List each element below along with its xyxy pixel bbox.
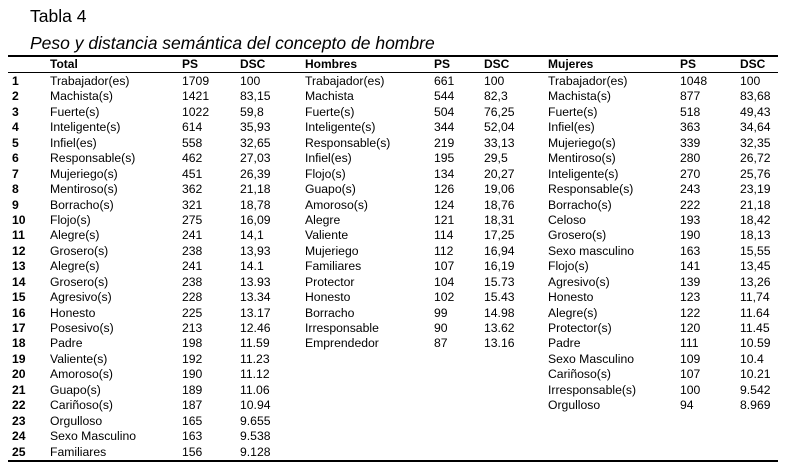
ps-total-cell: 451 [182, 166, 203, 181]
dsc-mujeres-cell: 23,19 [740, 182, 771, 197]
ps-total-cell: 156 [182, 444, 203, 459]
dsc-hombres-cell: 52,04 [484, 120, 515, 135]
dsc-total-cell: 11.06 [240, 382, 270, 397]
ps-hombres-cell: 544 [434, 89, 455, 104]
term-mujeres-cell: Responsable(s) [548, 182, 634, 197]
header-rule [8, 72, 778, 73]
dsc-mujeres-cell: 18,13 [740, 228, 771, 243]
ps-mujeres-cell: 94 [680, 398, 694, 413]
dsc-total-cell: 13.93 [240, 274, 271, 289]
dsc-mujeres-cell: 100 [740, 74, 761, 88]
dsc-total-cell: 26,39 [240, 166, 271, 181]
dsc-mujeres-cell: 49,43 [740, 104, 771, 119]
ps-total-cell: 558 [182, 135, 203, 150]
row-number: 8 [12, 182, 19, 197]
dsc-total-cell: 16,09 [240, 212, 271, 227]
ps-total-cell: 1022 [182, 104, 210, 119]
term-hombres-cell: Valiente [305, 228, 349, 243]
ps-total-cell: 462 [182, 151, 203, 166]
ps-hombres-cell: 112 [434, 243, 454, 258]
table-row [0, 336, 785, 351]
ps-total-cell: 187 [182, 398, 203, 413]
dsc-total-cell: 59,8 [240, 104, 264, 119]
term-mujeres-cell: Fuerte(s) [548, 104, 598, 119]
term-total-cell: Cariñoso(s) [50, 398, 113, 413]
row-number: 3 [12, 104, 19, 119]
term-hombres-cell: Emprendedor [305, 336, 379, 351]
row-number: 12 [12, 243, 26, 258]
table-row [0, 213, 785, 228]
term-total-cell: Posesivo(s) [50, 321, 114, 335]
ps-total-cell: 362 [182, 182, 203, 197]
term-hombres-cell: Borracho [305, 305, 355, 320]
term-total-cell: Mujeriego(s) [50, 166, 118, 181]
ps-hombres-cell: 99 [434, 305, 448, 320]
term-total-cell: Sexo Masculino [50, 429, 137, 444]
row-number: 19 [12, 351, 26, 366]
ps-hombres-cell: 90 [434, 321, 448, 335]
table-row [0, 167, 785, 182]
dsc-total-cell: 13.34 [240, 290, 271, 305]
ps-mujeres-cell: 111 [680, 336, 699, 351]
table-row [0, 414, 785, 429]
ps-total-cell: 238 [182, 243, 203, 258]
table-row [0, 136, 785, 151]
term-total-cell: Amoroso(s) [50, 367, 113, 382]
ps-total-cell: 1709 [182, 74, 210, 88]
term-total-cell: Borracho(s) [50, 197, 114, 212]
ps-mujeres-cell: 193 [680, 212, 701, 227]
ps-total-cell: 163 [182, 429, 203, 444]
ps-mujeres-cell: 877 [680, 89, 701, 104]
dsc-mujeres-cell: 25,76 [740, 166, 771, 181]
ps-total-cell: 165 [182, 413, 203, 428]
ps-hombres-cell: 107 [434, 259, 455, 274]
table-row [0, 429, 785, 444]
table-row [0, 321, 785, 336]
term-mujeres-cell: Alegre(s) [548, 305, 598, 320]
dsc-mujeres-cell: 83,68 [740, 89, 771, 104]
ps-hombres-cell: 134 [434, 166, 455, 181]
row-number: 25 [12, 444, 26, 459]
dsc-mujeres-cell: 32,35 [740, 135, 771, 150]
term-hombres-cell: Honesto [305, 290, 351, 305]
ps-hombres-cell: 661 [434, 74, 455, 88]
term-total-cell: Padre [50, 336, 83, 351]
table-row [0, 352, 785, 367]
term-mujeres-cell: Honesto [548, 290, 594, 305]
term-hombres-cell: Mujeriego [305, 243, 359, 258]
dsc-hombres-cell: 15.43 [484, 290, 515, 305]
term-total-cell: Flojo(s) [50, 212, 91, 227]
term-total-cell: Inteligente(s) [50, 120, 121, 135]
term-mujeres-cell: Grosero(s) [548, 228, 607, 243]
dsc-mujeres-cell: 18,42 [740, 212, 771, 227]
term-mujeres-cell: Sexo Masculino [548, 351, 635, 366]
dsc-mujeres-cell: 11,74 [740, 290, 770, 305]
term-total-cell: Responsable(s) [50, 151, 136, 166]
term-hombres-cell: Guapo(s) [305, 182, 356, 197]
dsc-total-cell: 14,1 [240, 228, 264, 243]
dsc-hombres-cell: 16,19 [484, 259, 515, 274]
table-body [0, 74, 785, 460]
ps-mujeres-cell: 109 [680, 351, 701, 366]
ps-mujeres-cell: 243 [680, 182, 701, 197]
dsc-hombres-cell: 13.62 [484, 321, 515, 335]
dsc-total-cell: 11.12 [240, 367, 270, 382]
table-row [0, 445, 785, 460]
ps-total-cell: 225 [182, 305, 203, 320]
row-number: 22 [12, 398, 26, 413]
ps-total-cell: 228 [182, 290, 203, 305]
row-number: 10 [12, 212, 26, 227]
dsc-mujeres-cell: 26,72 [740, 151, 771, 166]
ps-total-cell: 189 [182, 382, 203, 397]
ps-hombres-cell: 124 [434, 197, 455, 212]
row-number: 16 [12, 305, 26, 320]
term-mujeres-cell: Irresponsable(s) [548, 382, 637, 397]
term-total-cell: Guapo(s) [50, 382, 101, 397]
ps-hombres-cell: 104 [434, 274, 455, 289]
dsc-hombres-cell: 82,3 [484, 89, 508, 104]
ps-mujeres-cell: 270 [680, 166, 701, 181]
term-mujeres-cell: Mentiroso(s) [548, 151, 616, 166]
row-number: 18 [12, 336, 26, 351]
ps-mujeres-cell: 190 [680, 228, 701, 243]
dsc-hombres-cell: 100 [484, 74, 505, 88]
dsc-total-cell: 14.1 [240, 259, 264, 274]
ps-total-cell: 1421 [182, 89, 210, 104]
header-dsc-hombres: DSC [484, 57, 510, 71]
ps-total-cell: 321 [182, 197, 203, 212]
row-number: 4 [12, 120, 19, 135]
table-row [0, 383, 785, 398]
term-hombres-cell: Flojo(s) [305, 166, 346, 181]
row-number: 20 [12, 367, 26, 382]
table-row [0, 244, 785, 259]
dsc-hombres-cell: 15.73 [484, 274, 515, 289]
term-hombres-cell: Infiel(es) [305, 151, 352, 166]
ps-hombres-cell: 87 [434, 336, 448, 351]
term-mujeres-cell: Infiel(es) [548, 120, 595, 135]
dsc-mujeres-cell: 13,26 [740, 274, 771, 289]
dsc-total-cell: 83,15 [240, 89, 271, 104]
table-row [0, 120, 785, 135]
term-total-cell: Grosero(s) [50, 274, 109, 289]
term-hombres-cell: Familiares [305, 259, 362, 274]
ps-hombres-cell: 126 [434, 182, 455, 197]
dsc-mujeres-cell: 11.45 [740, 321, 770, 335]
table-row [0, 89, 785, 104]
ps-mujeres-cell: 100 [680, 382, 701, 397]
term-mujeres-cell: Protector(s) [548, 321, 612, 335]
term-total-cell: Alegre(s) [50, 228, 100, 243]
table-subtitle: Peso y distancia semántica del concepto de hombre [30, 33, 435, 53]
ps-total-cell: 198 [182, 336, 203, 351]
ps-total-cell: 190 [182, 367, 203, 382]
term-mujeres-cell: Celoso [548, 212, 586, 227]
row-number: 24 [12, 429, 26, 444]
dsc-total-cell: 35,93 [240, 120, 271, 135]
dsc-hombres-cell: 33,13 [484, 135, 515, 150]
ps-mujeres-cell: 363 [680, 120, 701, 135]
table-row [0, 290, 785, 305]
term-total-cell: Machista(s) [50, 89, 113, 104]
term-total-cell: Trabajador(es) [50, 74, 130, 88]
term-mujeres-cell: Machista(s) [548, 89, 611, 104]
table-row [0, 367, 785, 382]
term-mujeres-cell: Sexo masculino [548, 243, 635, 258]
dsc-mujeres-cell: 34,64 [740, 120, 771, 135]
ps-mujeres-cell: 139 [680, 274, 701, 289]
term-mujeres-cell: Inteligente(s) [548, 166, 619, 181]
ps-mujeres-cell: 107 [680, 367, 701, 382]
term-hombres-cell: Amoroso(s) [305, 197, 368, 212]
dsc-hombres-cell: 19,06 [484, 182, 515, 197]
term-hombres-cell: Trabajador(es) [305, 74, 385, 88]
table-caption: Tabla 4 [30, 6, 87, 26]
table-row [0, 275, 785, 290]
term-hombres-cell: Protector [305, 274, 355, 289]
table-row [0, 259, 785, 274]
dsc-mujeres-cell: 11.64 [740, 305, 770, 320]
top-rule [8, 55, 778, 57]
ps-mujeres-cell: 141 [680, 259, 701, 274]
table-row [0, 228, 785, 243]
term-total-cell: Agresivo(s) [50, 290, 112, 305]
dsc-total-cell: 9.538 [240, 429, 271, 444]
row-number: 5 [12, 135, 19, 150]
term-mujeres-cell: Cariñoso(s) [548, 367, 611, 382]
table-row [0, 198, 785, 213]
term-mujeres-cell: Padre [548, 336, 581, 351]
ps-mujeres-cell: 120 [680, 321, 701, 335]
row-number: 23 [12, 413, 26, 428]
term-hombres-cell: Fuerte(s) [305, 104, 355, 119]
term-mujeres-cell: Trabajador(es) [548, 74, 628, 88]
row-number: 1 [12, 74, 19, 88]
term-mujeres-cell: Borracho(s) [548, 197, 612, 212]
term-hombres-cell: Inteligente(s) [305, 120, 376, 135]
ps-hombres-cell: 121 [434, 212, 455, 227]
term-hombres-cell: Machista [305, 89, 354, 104]
term-mujeres-cell: Flojo(s) [548, 259, 589, 274]
dsc-mujeres-cell: 13,45 [740, 259, 771, 274]
dsc-hombres-cell: 16,94 [484, 243, 515, 258]
table-row [0, 398, 785, 413]
ps-mujeres-cell: 280 [680, 151, 701, 166]
term-total-cell: Mentiroso(s) [50, 182, 118, 197]
dsc-total-cell: 12.46 [240, 321, 271, 335]
table-row [0, 182, 785, 197]
term-total-cell: Grosero(s) [50, 243, 109, 258]
term-mujeres-cell: Orgulloso [548, 398, 601, 413]
dsc-total-cell: 9.128 [240, 444, 271, 459]
ps-mujeres-cell: 339 [680, 135, 701, 150]
ps-total-cell: 241 [182, 259, 203, 274]
term-total-cell: Honesto [50, 305, 96, 320]
ps-mujeres-cell: 222 [680, 197, 701, 212]
dsc-mujeres-cell: 10.59 [740, 336, 771, 351]
header-ps-hombres: PS [434, 57, 451, 71]
header-dsc-mujeres: DSC [740, 57, 766, 71]
term-total-cell: Infiel(es) [50, 135, 97, 150]
term-total-cell: Familiares [50, 444, 107, 459]
ps-mujeres-cell: 122 [680, 305, 701, 320]
row-number: 9 [12, 197, 19, 212]
dsc-total-cell: 18,78 [240, 197, 271, 212]
row-number: 11 [12, 228, 25, 243]
term-total-cell: Orgulloso [50, 413, 103, 428]
dsc-hombres-cell: 18,76 [484, 197, 515, 212]
row-number: 2 [12, 89, 19, 104]
term-hombres-cell: Irresponsable [305, 321, 379, 335]
row-number: 14 [12, 274, 26, 289]
dsc-hombres-cell: 17,25 [484, 228, 515, 243]
header-hombres: Hombres [305, 57, 358, 71]
dsc-total-cell: 100 [240, 74, 261, 88]
ps-total-cell: 192 [182, 351, 203, 366]
dsc-total-cell: 9.655 [240, 413, 271, 428]
table-row [0, 306, 785, 321]
table-row [0, 74, 785, 89]
term-mujeres-cell: Mujeriego(s) [548, 135, 616, 150]
ps-total-cell: 238 [182, 274, 203, 289]
header-ps-mujeres: PS [680, 57, 697, 71]
ps-mujeres-cell: 1048 [680, 74, 708, 88]
ps-total-cell: 241 [182, 228, 203, 243]
bottom-rule [8, 460, 778, 462]
dsc-total-cell: 27,03 [240, 151, 271, 166]
dsc-mujeres-cell: 10.21 [740, 367, 771, 382]
ps-hombres-cell: 344 [434, 120, 455, 135]
ps-hombres-cell: 504 [434, 104, 455, 119]
table-row [0, 105, 785, 120]
row-number: 15 [12, 290, 26, 305]
dsc-hombres-cell: 13.16 [484, 336, 515, 351]
dsc-total-cell: 11.23 [240, 351, 270, 366]
dsc-total-cell: 13,93 [240, 243, 271, 258]
row-number: 17 [12, 321, 26, 335]
header-dsc-total: DSC [240, 57, 266, 71]
dsc-mujeres-cell: 9.542 [740, 382, 771, 397]
dsc-hombres-cell: 29,5 [484, 151, 508, 166]
row-number: 6 [12, 151, 19, 166]
header-mujeres: Mujeres [548, 57, 594, 71]
ps-total-cell: 614 [182, 120, 203, 135]
ps-hombres-cell: 102 [434, 290, 455, 305]
row-number: 21 [12, 382, 26, 397]
dsc-mujeres-cell: 10.4 [740, 351, 764, 366]
dsc-total-cell: 13.17 [240, 305, 271, 320]
term-total-cell: Fuerte(s) [50, 104, 100, 119]
term-hombres-cell: Responsable(s) [305, 135, 391, 150]
ps-hombres-cell: 195 [434, 151, 455, 166]
ps-mujeres-cell: 123 [680, 290, 701, 305]
table-row [0, 151, 785, 166]
dsc-total-cell: 21,18 [240, 182, 271, 197]
header-ps-total: PS [182, 57, 199, 71]
dsc-total-cell: 10.94 [240, 398, 271, 413]
ps-mujeres-cell: 163 [680, 243, 701, 258]
dsc-hombres-cell: 18,31 [484, 212, 515, 227]
term-total-cell: Alegre(s) [50, 259, 100, 274]
row-number: 7 [12, 166, 19, 181]
term-hombres-cell: Alegre [305, 212, 341, 227]
dsc-hombres-cell: 76,25 [484, 104, 515, 119]
ps-hombres-cell: 114 [434, 228, 454, 243]
dsc-total-cell: 11.59 [240, 336, 270, 351]
ps-mujeres-cell: 518 [680, 104, 701, 119]
row-number: 13 [12, 259, 26, 274]
dsc-mujeres-cell: 15,55 [740, 243, 771, 258]
dsc-hombres-cell: 14.98 [484, 305, 515, 320]
ps-total-cell: 213 [182, 321, 203, 335]
header-total: Total [50, 57, 78, 71]
term-total-cell: Valiente(s) [50, 351, 108, 366]
dsc-total-cell: 32,65 [240, 135, 271, 150]
ps-total-cell: 275 [182, 212, 203, 227]
dsc-mujeres-cell: 8.969 [740, 398, 771, 413]
term-mujeres-cell: Agresivo(s) [548, 274, 610, 289]
ps-hombres-cell: 219 [434, 135, 455, 150]
dsc-hombres-cell: 20,27 [484, 166, 515, 181]
dsc-mujeres-cell: 21,18 [740, 197, 771, 212]
